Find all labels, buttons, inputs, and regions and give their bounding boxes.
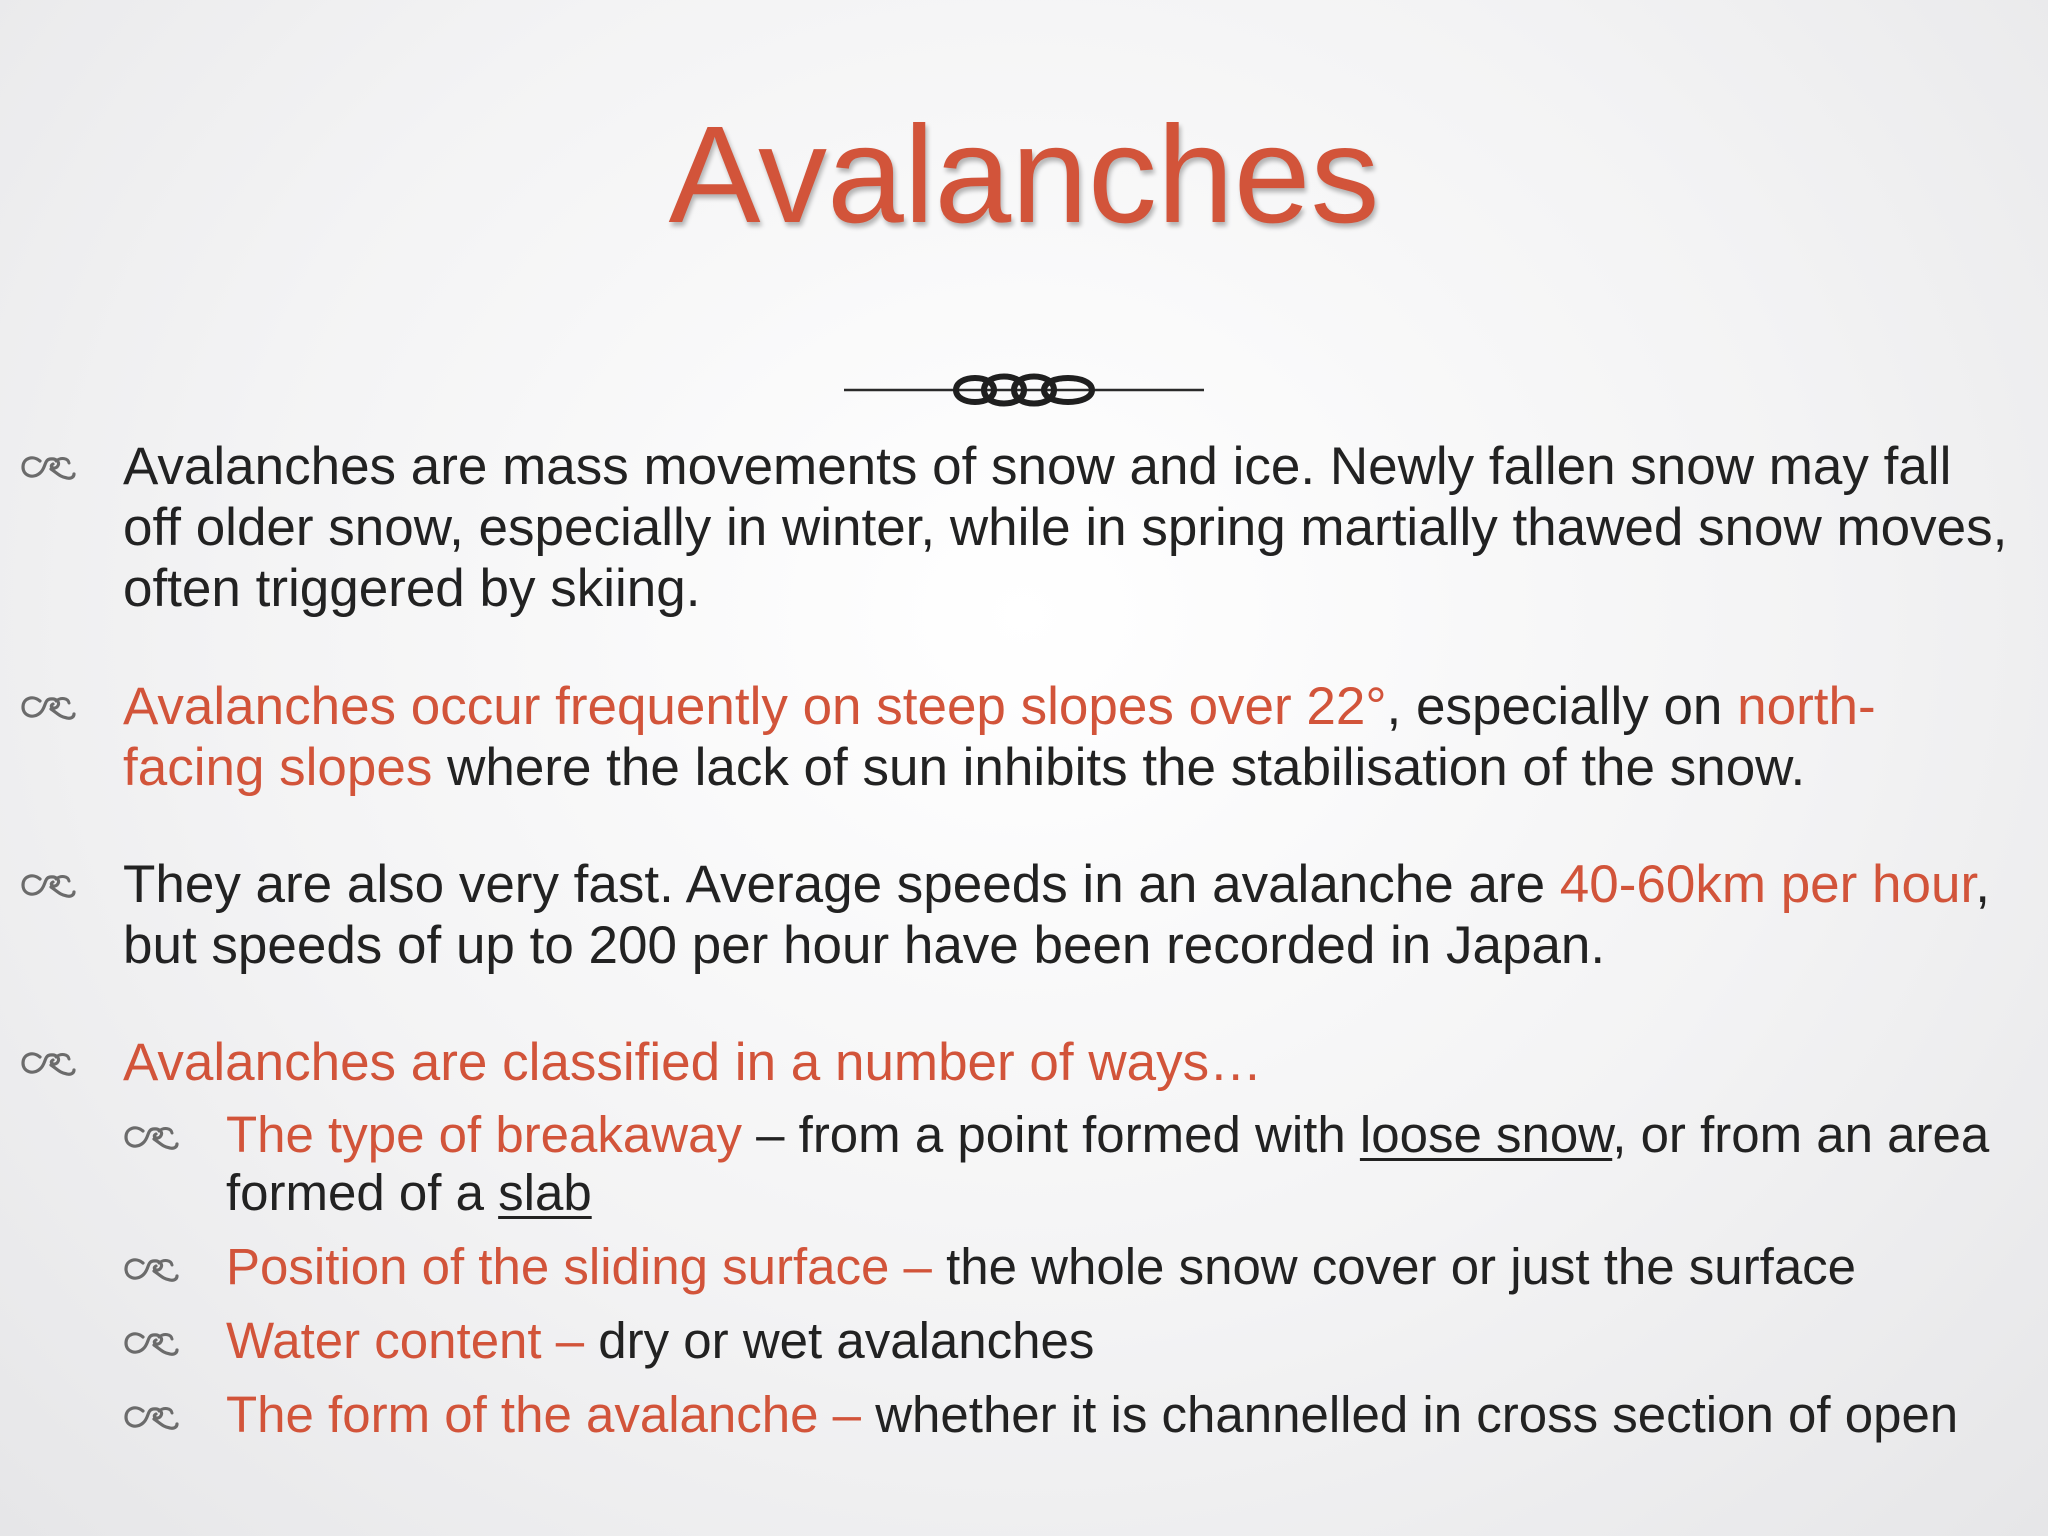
- bullet-text: , or from an area formed of a: [226, 1106, 1990, 1221]
- highlight-text: Water content –: [226, 1312, 585, 1369]
- bullet-item: [123, 854, 2013, 976]
- bullet-text: , especially on: [1386, 677, 1738, 736]
- highlight-text: Position of the sliding surface –: [226, 1238, 932, 1295]
- highlight-text: Avalanches are classified in a number of ways…: [123, 1033, 1263, 1092]
- bullet-text: Avalanches are mass movements of snow and ice. Newly fallen snow may fall off older snow, especially in winter, while in spring martially thawed snow moves, often triggered by skiing.: [123, 437, 2008, 618]
- highlight-text: 40-60km per hour: [1559, 855, 1976, 914]
- curl-bullet-icon: [20, 1048, 76, 1080]
- sub-bullet-item: [226, 1106, 2006, 1222]
- bullet-item: [123, 1032, 2013, 1093]
- curl-bullet-icon: [123, 1402, 179, 1434]
- bullet-text: They are also very fast. Average speeds in an avalanche are: [123, 855, 1560, 914]
- slide-title: Avalanches: [668, 98, 1380, 252]
- curl-bullet-icon: [20, 452, 76, 484]
- highlight-text: north-facing slopes: [123, 677, 1876, 797]
- knot-ornament-icon: [844, 364, 1204, 416]
- sub-bullet-item: [226, 1312, 2006, 1370]
- bullet-item: [123, 676, 2013, 798]
- bullet-text: where the lack of sun inhibits the stabilisation of the snow.: [432, 738, 1806, 797]
- bullet-item: [123, 436, 2013, 619]
- bullet-text: – from a point formed with: [741, 1106, 1360, 1163]
- underlined-term: slab: [498, 1164, 592, 1221]
- curl-bullet-icon: [123, 1122, 179, 1154]
- bullet-text: , but speeds of up to 200 per hour have been recorded in Japan.: [123, 855, 1990, 975]
- highlight-text: The form of the avalanche –: [226, 1386, 862, 1443]
- bullet-text: whether it is channelled in cross section of open: [861, 1386, 1959, 1443]
- curl-bullet-icon: [123, 1254, 179, 1286]
- bullet-text: dry or wet avalanches: [584, 1312, 1095, 1369]
- curl-bullet-icon: [123, 1328, 179, 1360]
- highlight-text: Avalanches occur frequently on steep slopes over 22°: [123, 677, 1387, 736]
- underlined-term: loose snow: [1359, 1106, 1613, 1163]
- bullet-text: the whole snow cover or just the surface: [931, 1238, 1857, 1295]
- sub-bullet-item: [226, 1386, 2006, 1444]
- curl-bullet-icon: [20, 692, 76, 724]
- curl-bullet-icon: [20, 870, 76, 902]
- bullet-list: [0, 436, 2048, 1444]
- highlight-text: The type of breakaway: [226, 1106, 742, 1163]
- sub-bullet-item: [226, 1238, 2006, 1296]
